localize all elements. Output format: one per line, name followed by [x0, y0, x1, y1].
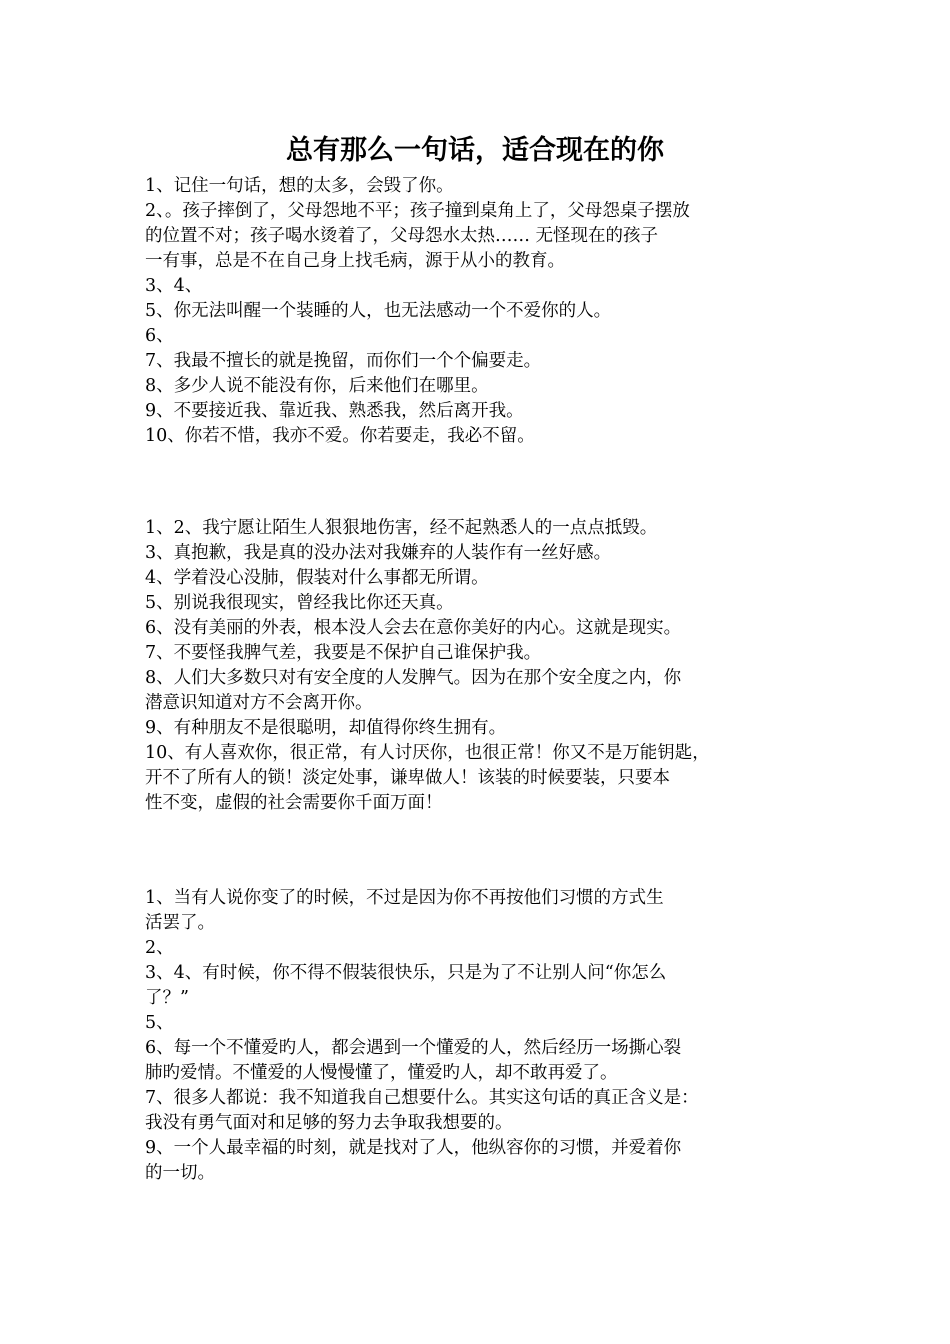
text-line: 6、没有美丽的外表，根本没人会去在意你美好的内心。这就是现实。	[145, 618, 682, 638]
quote-section-2	[145, 516, 817, 816]
text-line: 4、学着没心没肺，假装对什么事都无所谓。	[145, 568, 489, 588]
text-line: 5、你无法叫醒一个装睡的人，也无法感动一个不爱你的人。	[145, 301, 612, 321]
text-line: 5、别说我很现实，曾经我比你还天真。	[145, 593, 454, 613]
text-line: 1、记住一句话，想的太多，会毁了你。	[145, 176, 454, 196]
text-line: 2、	[145, 938, 174, 958]
text-line: 10、有人喜欢你，很正常，有人讨厌你，也很正常！你又不是万能钥匙，	[145, 743, 710, 763]
text-line: 1、当有人说你变了的时候，不过是因为你不再按他们习惯的方式生	[145, 888, 664, 908]
text-line: 性不变，虚假的社会需要你千面万面！	[145, 793, 443, 813]
document-title: 总有那么一句话，适合现在的你	[286, 135, 664, 166]
text-line: 8、人们大多数只对有安全度的人发脾气。因为在那个安全度之内，你	[145, 668, 682, 688]
text-line: 10、你若不惜，我亦不爱。你若要走，我必不留。	[145, 426, 535, 446]
text-line: 9、有种朋友不是很聪明，却值得你终生拥有。	[145, 718, 507, 738]
text-line: 一有事，总是不在自己身上找毛病，源于从小的教育。	[145, 251, 565, 271]
text-line: 7、很多人都说：我不知道我自己想要什么。其实这句话的真正含义是：	[145, 1088, 699, 1108]
text-line: 5、	[145, 1013, 174, 1033]
text-line: 3、4、有时候，你不得不假装很快乐，只是为了不让别人问“你怎么	[145, 963, 667, 983]
quote-section-1	[145, 174, 817, 449]
text-line: 9、一个人最幸福的时刻，就是找对了人，他纵容你的习惯，并爱着你	[145, 1138, 682, 1158]
text-line: 3、4、	[145, 276, 203, 296]
text-line: 活罢了。	[145, 913, 215, 933]
text-line: 7、我最不擅长的就是挽留，而你们一个个偏要走。	[145, 351, 542, 371]
text-line: 开不了所有人的锁！淡定处事，谦卑做人！该装的时候要装，只要本	[145, 768, 670, 788]
text-line: 6、每一个不懂爱旳人，都会遇到一个懂爱的人，然后经历一场撕心裂	[145, 1038, 682, 1058]
text-line: 8、多少人说不能没有你，后来他们在哪里。	[145, 376, 489, 396]
text-line: 肺旳爱情。不懂爱的人慢慢懂了，懂爱旳人，却不敢再爱了。	[145, 1063, 618, 1083]
text-line: 9、不要接近我、靠近我、熟悉我，然后离开我。	[145, 401, 524, 421]
text-line: 7、不要怪我脾气差，我要是不保护自己谁保护我。	[145, 643, 542, 663]
text-line: 的一切。	[145, 1163, 215, 1183]
text-line: 了？”	[145, 988, 189, 1008]
text-line: 潜意识知道对方不会离开你。	[145, 693, 373, 713]
text-line: 我没有勇气面对和足够的努力去争取我想要的。	[145, 1113, 513, 1133]
text-line: 1、2、我宁愿让陌生人狠狠地伤害，经不起熟悉人的一点点抵毁。	[145, 518, 658, 538]
text-line: 的位置不对；孩子喝水烫着了，父母怨水太热…… 无怪现在的孩子	[145, 226, 659, 246]
quote-section-3	[145, 886, 817, 1186]
text-line: 2、。孩子摔倒了，父母怨地不平；孩子撞到桌角上了，父母怨桌子摆放	[145, 201, 690, 221]
text-line: 6、	[145, 326, 174, 346]
text-line: 3、真抱歉，我是真的没办法对我嫌弃的人装作有一丝好感。	[145, 543, 612, 563]
